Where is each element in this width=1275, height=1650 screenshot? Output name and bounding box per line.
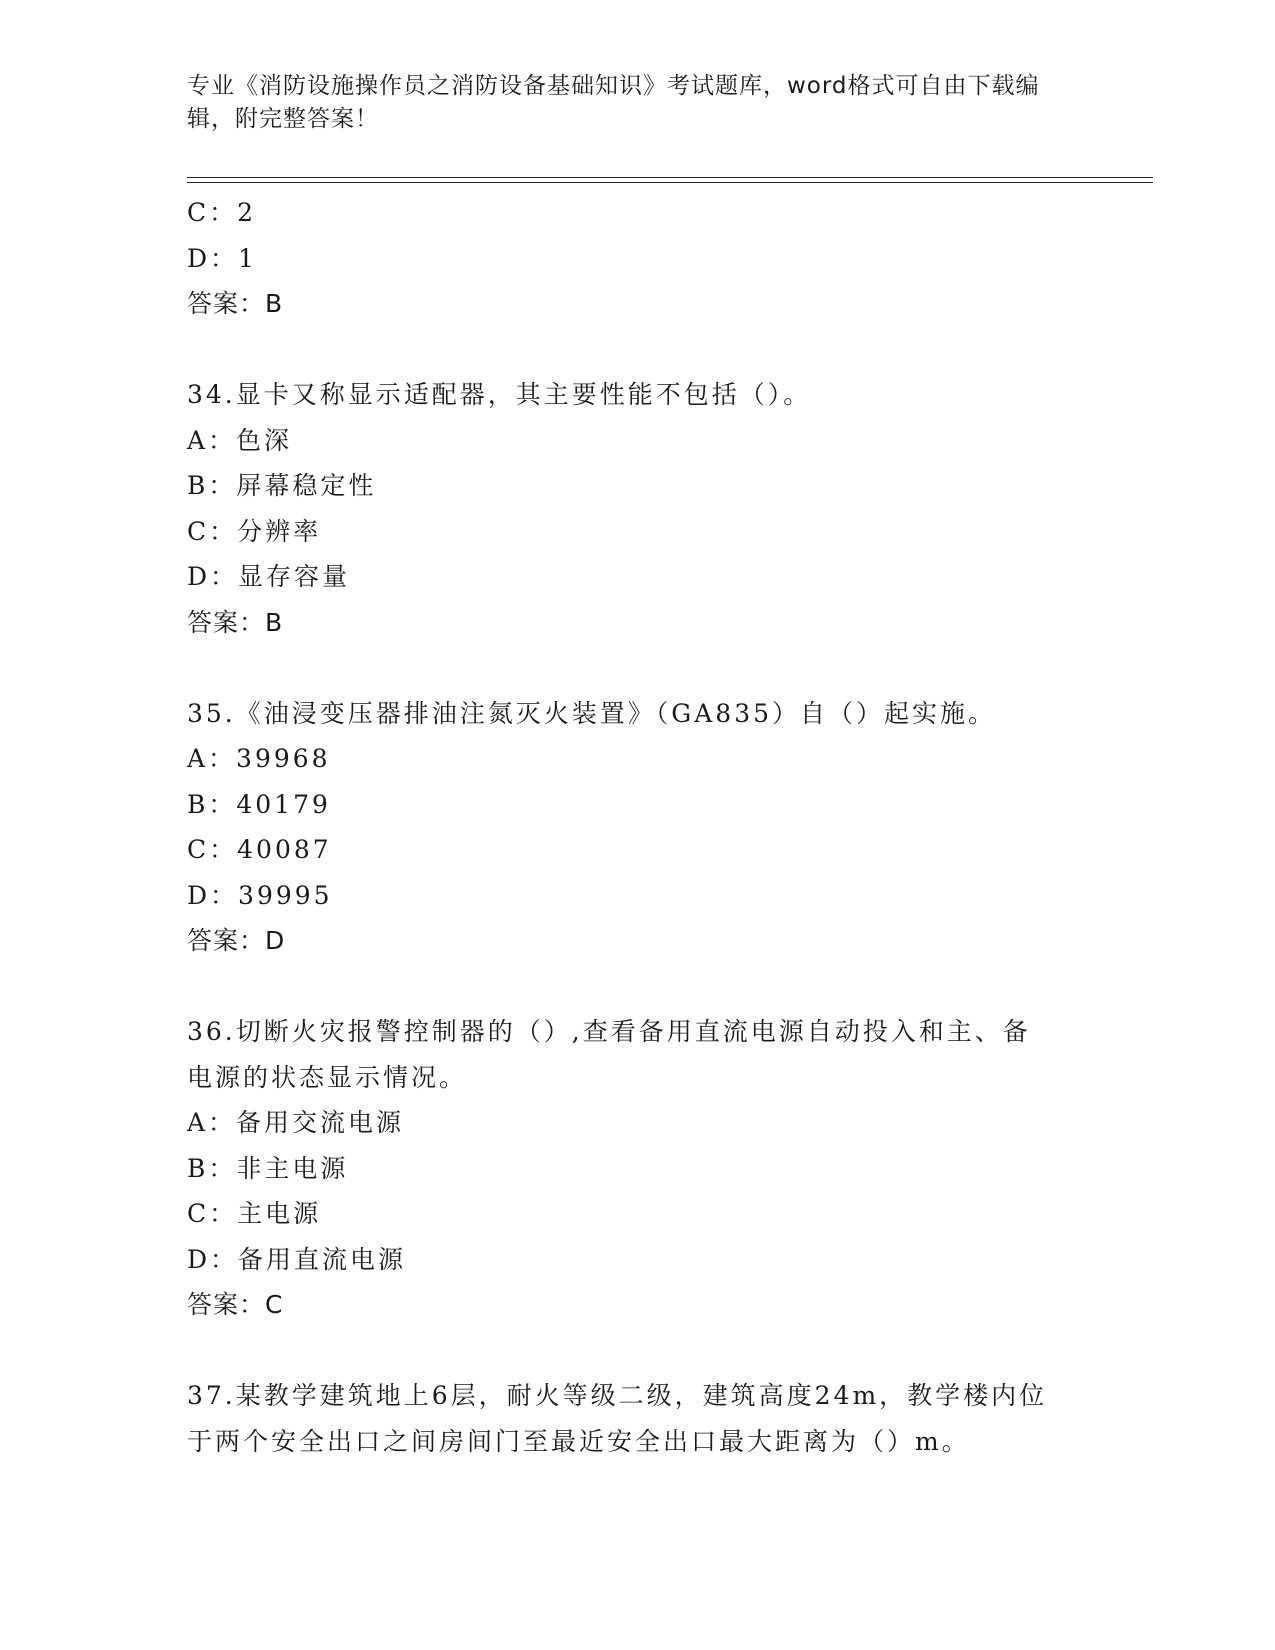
question-text: 35.《油浸变压器排油注氮灭火装置》（GA835）自（）起实施。 [187, 698, 997, 728]
question-36 [187, 1009, 1087, 1328]
header-divider-top [187, 177, 1153, 178]
question-text-line-2: 于两个安全出口之间房间门至最近安全出口最大距离为（）m。 [187, 1426, 970, 1456]
question-text-line-1: 37.某教学建筑地上6层，耐火等级二级，建筑高度24m，教学楼内位 [187, 1381, 1048, 1410]
option-d: D：1 [187, 243, 257, 273]
option-d: D：39995 [187, 880, 333, 910]
option-b: B：非主电源 [187, 1153, 349, 1183]
question-35 [187, 691, 1087, 964]
option-d: D：显存容量 [187, 562, 351, 591]
question-37 [187, 1373, 1087, 1464]
document-header [187, 70, 1087, 136]
question-33-continued [187, 190, 1087, 327]
option-c: C：40087 [187, 835, 332, 864]
option-c: C：2 [187, 198, 257, 227]
option-a: A：色深 [187, 425, 293, 455]
header-line-2: 辑，附完整答案！ [187, 106, 379, 132]
option-a: A：39968 [187, 744, 331, 773]
question-text: 34.显卡又称显示适配器，其主要性能不包括（）。 [187, 380, 812, 409]
answer-line: 答案：D [187, 926, 286, 955]
option-c: C：主电源 [187, 1199, 322, 1228]
option-b: B：屏幕稳定性 [187, 471, 377, 500]
answer-line: 答案：C [187, 1290, 284, 1319]
answer-line: 答案：B [187, 607, 284, 637]
header-line-1: 专业《消防设施操作员之消防设备基础知识》考试题库，word格式可自由下载编 [187, 73, 1040, 99]
answer-line: 答案：B [187, 289, 284, 318]
option-c: C：分辨率 [187, 516, 322, 546]
header-divider-bottom [187, 182, 1153, 183]
question-list [187, 190, 1087, 1464]
option-d: D：备用直流电源 [187, 1244, 407, 1274]
question-34 [187, 372, 1087, 645]
option-a: A：备用交流电源 [187, 1108, 405, 1137]
question-text-line-2: 电源的状态显示情况。 [187, 1062, 468, 1092]
option-b: B：40179 [187, 789, 331, 819]
question-text-line-1: 36.切断火灾报警控制器的（）,查看备用直流电源自动投入和主、备 [187, 1017, 1031, 1046]
